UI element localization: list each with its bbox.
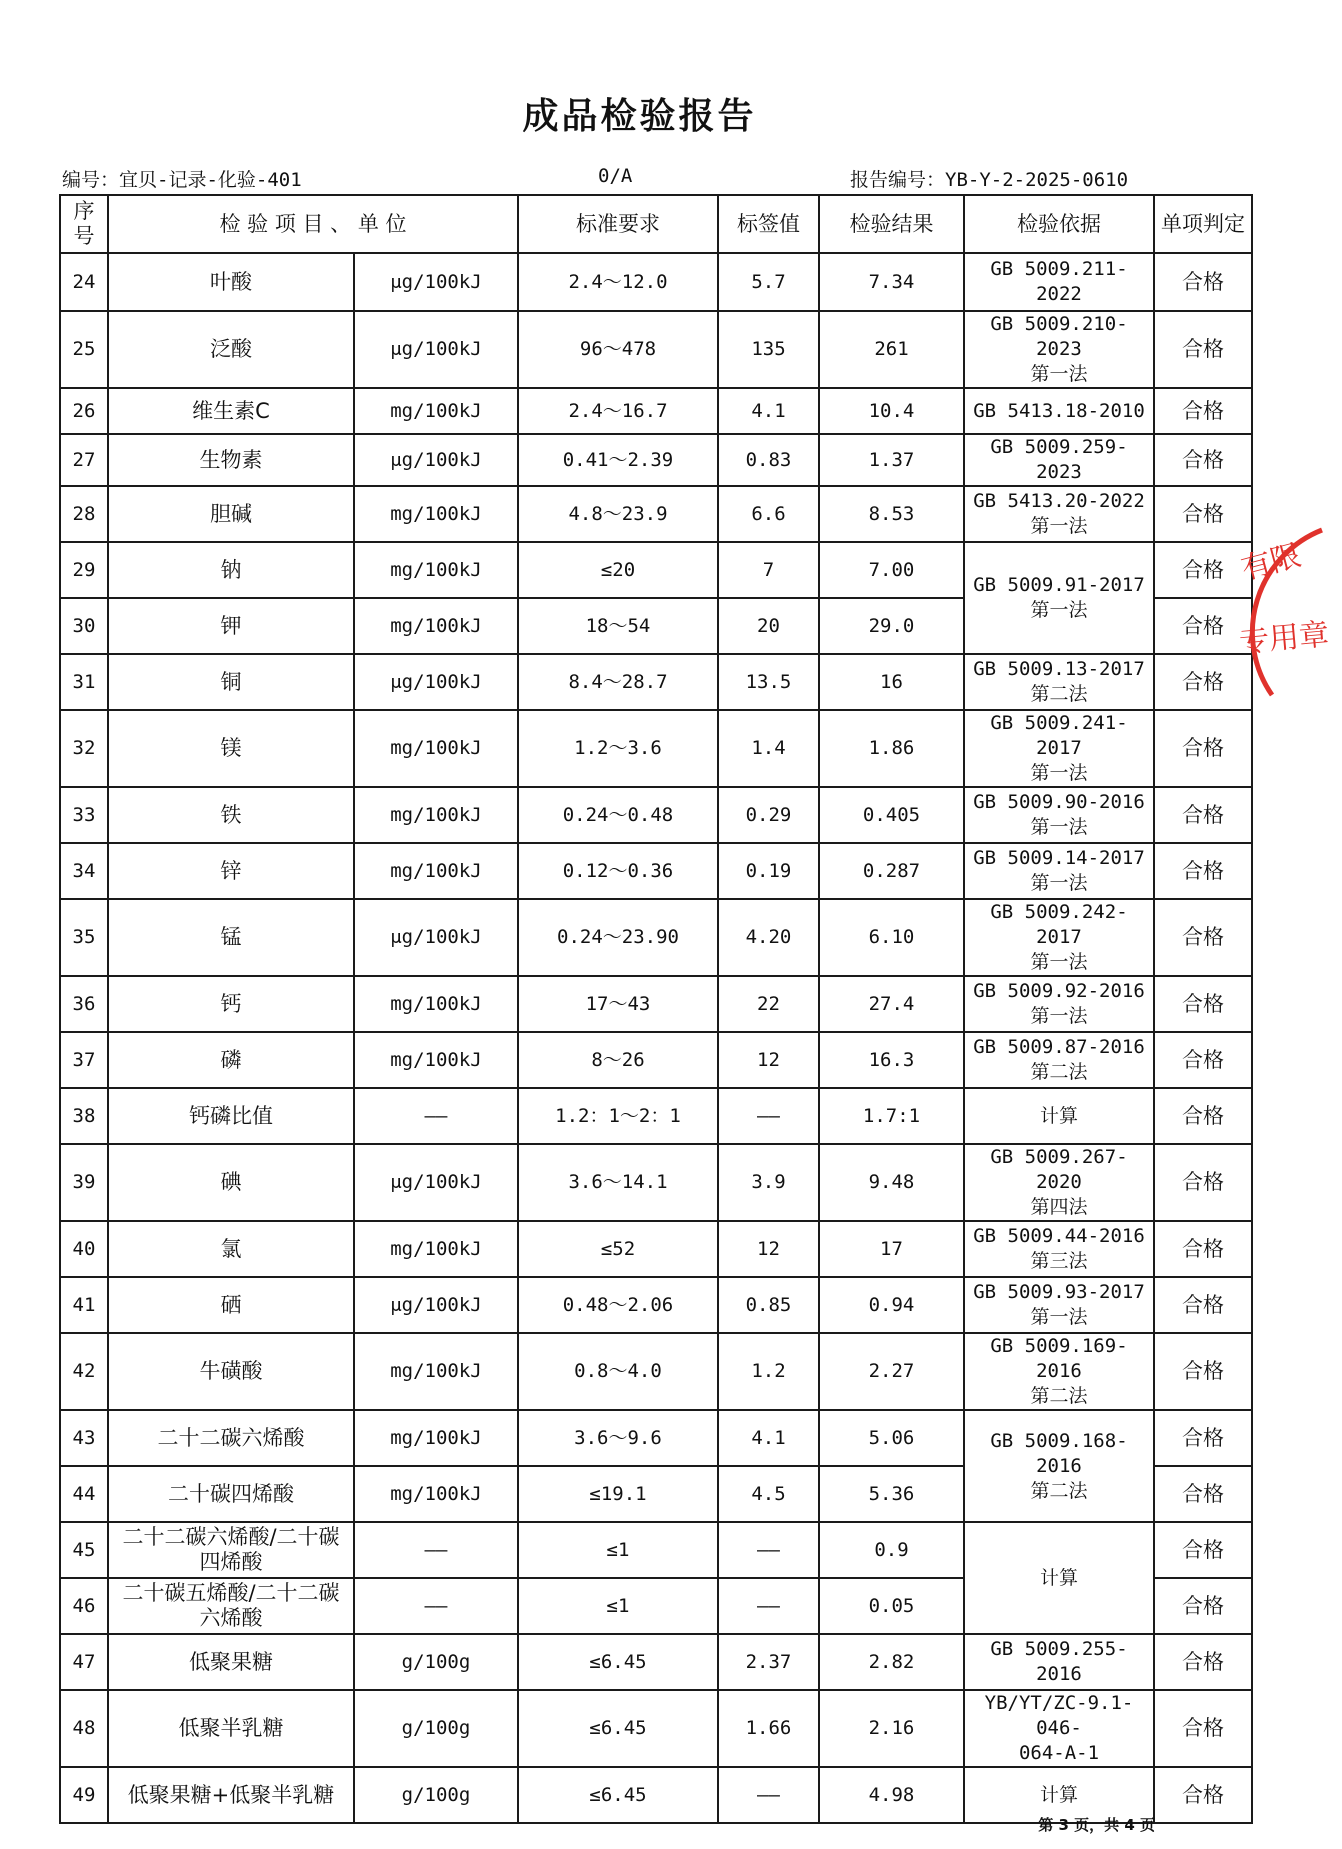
test-result: 2.82 xyxy=(819,1634,964,1690)
item-judgement: 合格 xyxy=(1154,976,1252,1032)
label-value: —— xyxy=(718,1522,819,1578)
basis-line: GB 5009.242-2017 xyxy=(990,901,1128,948)
standard-requirement: 1.2：1～2：1 xyxy=(518,1088,718,1144)
label-value: —— xyxy=(718,1578,819,1634)
basis-line: YB/YT/ZC-9.1-046- xyxy=(984,1692,1134,1739)
item-unit: g/100g xyxy=(354,1690,518,1767)
item-judgement: 合格 xyxy=(1154,654,1252,710)
item-judgement: 合格 xyxy=(1154,710,1252,787)
test-result: 4.98 xyxy=(819,1767,964,1823)
item-judgement: 合格 xyxy=(1154,843,1252,899)
item-unit: mg/100kJ xyxy=(354,787,518,843)
item-unit: μg/100kJ xyxy=(354,654,518,710)
table-header-row xyxy=(60,195,1252,253)
basis-line: GB 5009.211-2022 xyxy=(990,258,1128,305)
test-basis xyxy=(964,486,1154,542)
item-judgement: 合格 xyxy=(1154,1410,1252,1466)
standard-requirement: 0.48～2.06 xyxy=(518,1277,718,1333)
row-seq: 47 xyxy=(60,1634,108,1690)
report-number: 报告编号：YB-Y-2-2025-0610 xyxy=(850,169,1129,191)
label-value: 12 xyxy=(718,1032,819,1088)
item-unit: mg/100kJ xyxy=(354,486,518,542)
test-result: 8.53 xyxy=(819,486,964,542)
basis-line: GB 5009.241-2017 xyxy=(990,712,1128,759)
item-unit: mg/100kJ xyxy=(354,1466,518,1522)
row-seq: 34 xyxy=(60,843,108,899)
basis-line: 第三法 xyxy=(1030,1250,1088,1272)
label-value: —— xyxy=(718,1088,819,1144)
test-basis xyxy=(964,253,1154,311)
standard-requirement: ≤6.45 xyxy=(518,1690,718,1767)
item-unit: mg/100kJ xyxy=(354,1410,518,1466)
row-seq: 38 xyxy=(60,1088,108,1144)
test-basis xyxy=(964,976,1154,1032)
item-name: 铜 xyxy=(108,654,354,710)
standard-requirement: 0.24～23.90 xyxy=(518,899,718,976)
row-seq: 37 xyxy=(60,1032,108,1088)
item-judgement: 合格 xyxy=(1154,1522,1252,1578)
label-value: 1.4 xyxy=(718,710,819,787)
seal-text-top: 有限 xyxy=(1237,538,1305,588)
table-row xyxy=(60,1221,1252,1277)
basis-line: GB 5009.267-2020 xyxy=(990,1146,1128,1193)
table-row xyxy=(60,710,1252,787)
item-name: 铁 xyxy=(108,787,354,843)
table-row xyxy=(60,434,1252,486)
item-unit: —— xyxy=(354,1578,518,1634)
test-basis xyxy=(964,311,1154,388)
table-row xyxy=(60,1032,1252,1088)
test-basis xyxy=(964,1277,1154,1333)
standard-requirement: 96～478 xyxy=(518,311,718,388)
test-result: 0.287 xyxy=(819,843,964,899)
label-value: 4.1 xyxy=(718,1410,819,1466)
test-basis xyxy=(964,787,1154,843)
item-unit: μg/100kJ xyxy=(354,899,518,976)
label-value: 20 xyxy=(718,598,819,654)
test-result: 2.16 xyxy=(819,1690,964,1767)
basis-line: GB 5009.210-2023 xyxy=(990,313,1128,360)
test-basis xyxy=(964,1221,1154,1277)
row-seq: 29 xyxy=(60,542,108,598)
row-seq: 35 xyxy=(60,899,108,976)
label-value: 4.1 xyxy=(718,388,819,434)
item-unit: mg/100kJ xyxy=(354,1221,518,1277)
label-value: 7 xyxy=(718,542,819,598)
basis-line: 第一法 xyxy=(1030,515,1088,537)
test-basis xyxy=(964,654,1154,710)
table-row xyxy=(60,787,1252,843)
standard-requirement: 8～26 xyxy=(518,1032,718,1088)
row-seq: 40 xyxy=(60,1221,108,1277)
table-row xyxy=(60,1690,1252,1767)
label-value: 0.83 xyxy=(718,434,819,486)
item-unit: mg/100kJ xyxy=(354,843,518,899)
label-value: 0.19 xyxy=(718,843,819,899)
basis-line: 第一法 xyxy=(1030,363,1088,385)
test-result: 0.9 xyxy=(819,1522,964,1578)
row-seq: 31 xyxy=(60,654,108,710)
row-seq: 43 xyxy=(60,1410,108,1466)
item-name: 二十二碳六烯酸/二十碳四烯酸 xyxy=(108,1522,354,1578)
item-judgement: 合格 xyxy=(1154,787,1252,843)
item-judgement: 合格 xyxy=(1154,486,1252,542)
basis-line: 第一法 xyxy=(1030,1306,1088,1328)
test-result: 1.37 xyxy=(819,434,964,486)
item-unit: μg/100kJ xyxy=(354,1144,518,1221)
test-result: 6.10 xyxy=(819,899,964,976)
label-value: 1.66 xyxy=(718,1690,819,1767)
label-value: 12 xyxy=(718,1221,819,1277)
standard-requirement: 0.41～2.39 xyxy=(518,434,718,486)
row-seq: 30 xyxy=(60,598,108,654)
inspection-table xyxy=(59,194,1253,1824)
test-result: 7.34 xyxy=(819,253,964,311)
test-basis xyxy=(964,1410,1154,1522)
basis-line: 第二法 xyxy=(1030,683,1088,705)
report-title: 成品检验报告 xyxy=(522,96,757,137)
row-seq: 25 xyxy=(60,311,108,388)
basis-line: 计算 xyxy=(1039,1783,1078,1806)
row-seq: 41 xyxy=(60,1277,108,1333)
test-basis xyxy=(964,434,1154,486)
item-unit: g/100g xyxy=(354,1767,518,1823)
item-judgement: 合格 xyxy=(1154,434,1252,486)
basis-line: GB 5009.90-2016 xyxy=(973,791,1145,813)
item-judgement: 合格 xyxy=(1154,311,1252,388)
item-name: 维生素C xyxy=(108,388,354,434)
table-row xyxy=(60,1634,1252,1690)
basis-line: 计算 xyxy=(1039,1104,1078,1127)
header-item-unit: 检 验 项 目 、 单 位 xyxy=(108,195,518,253)
seal-text-bottom: 专用章 xyxy=(1237,617,1331,660)
test-result: 0.94 xyxy=(819,1277,964,1333)
table-row xyxy=(60,1144,1252,1221)
basis-line: GB 5009.259-2023 xyxy=(990,436,1128,483)
standard-requirement: 17～43 xyxy=(518,976,718,1032)
standard-requirement: ≤6.45 xyxy=(518,1634,718,1690)
row-seq: 44 xyxy=(60,1466,108,1522)
test-result: 5.36 xyxy=(819,1466,964,1522)
basis-line: GB 5009.168-2016 xyxy=(990,1429,1128,1477)
basis-line: 第二法 xyxy=(1030,1479,1088,1502)
basis-line: GB 5009.14-2017 xyxy=(973,847,1145,869)
row-seq: 45 xyxy=(60,1522,108,1578)
test-result: 16 xyxy=(819,654,964,710)
row-seq: 48 xyxy=(60,1690,108,1767)
test-result: 16.3 xyxy=(819,1032,964,1088)
test-basis xyxy=(964,1522,1154,1634)
table-row xyxy=(60,311,1252,388)
table-row xyxy=(60,542,1252,598)
row-seq: 28 xyxy=(60,486,108,542)
basis-line: 第一法 xyxy=(1030,1005,1088,1027)
item-name: 氯 xyxy=(108,1221,354,1277)
item-name: 磷 xyxy=(108,1032,354,1088)
basis-line: 第四法 xyxy=(1030,1196,1088,1218)
table-row xyxy=(60,1088,1252,1144)
item-unit: g/100g xyxy=(354,1634,518,1690)
test-result: 29.0 xyxy=(819,598,964,654)
standard-requirement: 1.2～3.6 xyxy=(518,710,718,787)
test-basis xyxy=(964,1634,1154,1690)
item-name: 生物素 xyxy=(108,434,354,486)
table-row xyxy=(60,654,1252,710)
test-result: 27.4 xyxy=(819,976,964,1032)
basis-line: GB 5009.13-2017 xyxy=(973,658,1145,680)
test-basis xyxy=(964,899,1154,976)
standard-requirement: ≤6.45 xyxy=(518,1767,718,1823)
label-value: 3.9 xyxy=(718,1144,819,1221)
header-basis: 检验依据 xyxy=(964,195,1154,253)
table-row xyxy=(60,899,1252,976)
item-unit: —— xyxy=(354,1522,518,1578)
test-basis xyxy=(964,1690,1154,1767)
standard-requirement: ≤20 xyxy=(518,542,718,598)
item-name: 胆碱 xyxy=(108,486,354,542)
item-unit: μg/100kJ xyxy=(354,253,518,311)
test-result: 0.405 xyxy=(819,787,964,843)
table-row xyxy=(60,1522,1252,1578)
item-judgement: 合格 xyxy=(1154,542,1252,598)
item-judgement: 合格 xyxy=(1154,1277,1252,1333)
standard-requirement: ≤52 xyxy=(518,1221,718,1277)
label-value: 13.5 xyxy=(718,654,819,710)
table-row xyxy=(60,1333,1252,1410)
test-basis xyxy=(964,1032,1154,1088)
row-seq: 27 xyxy=(60,434,108,486)
test-basis xyxy=(964,843,1154,899)
item-name: 锰 xyxy=(108,899,354,976)
item-name: 钾 xyxy=(108,598,354,654)
header-seq: 序号 xyxy=(60,195,108,253)
basis-line: GB 5009.255-2016 xyxy=(990,1638,1128,1685)
test-basis xyxy=(964,1088,1154,1144)
item-unit: —— xyxy=(354,1088,518,1144)
label-value: 135 xyxy=(718,311,819,388)
basis-line: 第一法 xyxy=(1030,599,1088,621)
table-row xyxy=(60,1277,1252,1333)
item-judgement: 合格 xyxy=(1154,899,1252,976)
item-name: 低聚半乳糖 xyxy=(108,1690,354,1767)
table-body xyxy=(60,253,1252,1823)
basis-line: GB 5009.93-2017 xyxy=(973,1281,1145,1303)
item-name: 钠 xyxy=(108,542,354,598)
label-value: 2.37 xyxy=(718,1634,819,1690)
test-result: 0.05 xyxy=(819,1578,964,1634)
test-result: 10.4 xyxy=(819,388,964,434)
basis-line: GB 5009.87-2016 xyxy=(973,1036,1145,1058)
item-name: 镁 xyxy=(108,710,354,787)
item-name: 二十碳五烯酸/二十二碳六烯酸 xyxy=(108,1578,354,1634)
red-seal-stamp xyxy=(1232,520,1342,720)
row-seq: 46 xyxy=(60,1578,108,1634)
basis-line: GB 5009.92-2016 xyxy=(973,980,1145,1002)
item-name: 泛酸 xyxy=(108,311,354,388)
page-indicator: 第 3 页，共 4 页 xyxy=(1038,1816,1155,1834)
basis-line: 第二法 xyxy=(1030,1385,1088,1407)
standard-requirement: 3.6～14.1 xyxy=(518,1144,718,1221)
standard-requirement: 2.4～12.0 xyxy=(518,253,718,311)
table-row xyxy=(60,486,1252,542)
standard-requirement: 3.6～9.6 xyxy=(518,1410,718,1466)
standard-requirement: ≤1 xyxy=(518,1522,718,1578)
standard-requirement: 0.24～0.48 xyxy=(518,787,718,843)
item-name: 钙磷比值 xyxy=(108,1088,354,1144)
item-judgement: 合格 xyxy=(1154,598,1252,654)
row-seq: 24 xyxy=(60,253,108,311)
item-name: 碘 xyxy=(108,1144,354,1221)
basis-line: 计算 xyxy=(1039,1566,1078,1589)
standard-requirement: ≤1 xyxy=(518,1578,718,1634)
test-result: 9.48 xyxy=(819,1144,964,1221)
header-standard: 标准要求 xyxy=(518,195,718,253)
test-basis xyxy=(964,388,1154,434)
label-value: 4.5 xyxy=(718,1466,819,1522)
table-row xyxy=(60,1410,1252,1466)
label-value: 0.85 xyxy=(718,1277,819,1333)
item-judgement: 合格 xyxy=(1154,1466,1252,1522)
basis-line: 第一法 xyxy=(1030,951,1088,973)
test-result: 261 xyxy=(819,311,964,388)
basis-line: 第一法 xyxy=(1030,872,1088,894)
label-value: 6.6 xyxy=(718,486,819,542)
standard-requirement: ≤19.1 xyxy=(518,1466,718,1522)
standard-requirement: 4.8～23.9 xyxy=(518,486,718,542)
row-seq: 39 xyxy=(60,1144,108,1221)
label-value: 0.29 xyxy=(718,787,819,843)
item-unit: mg/100kJ xyxy=(354,388,518,434)
item-unit: mg/100kJ xyxy=(354,542,518,598)
standard-requirement: 2.4～16.7 xyxy=(518,388,718,434)
item-judgement: 合格 xyxy=(1154,1578,1252,1634)
item-unit: μg/100kJ xyxy=(354,1277,518,1333)
record-number: 编号：宜贝-记录-化验-401 xyxy=(62,169,302,191)
label-value: 1.2 xyxy=(718,1333,819,1410)
item-judgement: 合格 xyxy=(1154,388,1252,434)
item-judgement: 合格 xyxy=(1154,1144,1252,1221)
item-judgement: 合格 xyxy=(1154,1088,1252,1144)
standard-requirement: 18～54 xyxy=(518,598,718,654)
test-result: 17 xyxy=(819,1221,964,1277)
test-result: 5.06 xyxy=(819,1410,964,1466)
item-judgement: 合格 xyxy=(1154,1333,1252,1410)
standard-requirement: 0.8～4.0 xyxy=(518,1333,718,1410)
item-name: 叶酸 xyxy=(108,253,354,311)
label-value: 4.20 xyxy=(718,899,819,976)
test-basis xyxy=(964,1333,1154,1410)
basis-line: 第一法 xyxy=(1030,816,1088,838)
item-unit: mg/100kJ xyxy=(354,976,518,1032)
basis-line: GB 5413.18-2010 xyxy=(973,399,1145,422)
header-judgement: 单项判定 xyxy=(1154,195,1252,253)
item-name: 二十二碳六烯酸 xyxy=(108,1410,354,1466)
row-seq: 32 xyxy=(60,710,108,787)
test-result: 1.7:1 xyxy=(819,1088,964,1144)
test-basis xyxy=(964,1144,1154,1221)
header-result: 检验结果 xyxy=(819,195,964,253)
header-label-value: 标签值 xyxy=(718,195,819,253)
item-judgement: 合格 xyxy=(1154,1032,1252,1088)
row-seq: 33 xyxy=(60,787,108,843)
table-row xyxy=(60,253,1252,311)
item-name: 低聚果糖+低聚半乳糖 xyxy=(108,1767,354,1823)
item-name: 牛磺酸 xyxy=(108,1333,354,1410)
basis-line: GB 5413.20-2022 xyxy=(973,490,1145,512)
item-judgement: 合格 xyxy=(1154,1767,1252,1823)
row-seq: 36 xyxy=(60,976,108,1032)
standard-requirement: 8.4～28.7 xyxy=(518,654,718,710)
basis-line: 064-A-1 xyxy=(1018,1742,1100,1764)
test-basis xyxy=(964,710,1154,787)
item-unit: mg/100kJ xyxy=(354,598,518,654)
label-value: 22 xyxy=(718,976,819,1032)
basis-line: GB 5009.169-2016 xyxy=(990,1335,1128,1382)
item-name: 钙 xyxy=(108,976,354,1032)
item-unit: mg/100kJ xyxy=(354,1032,518,1088)
table-row xyxy=(60,976,1252,1032)
test-basis xyxy=(964,542,1154,654)
item-judgement: 合格 xyxy=(1154,1634,1252,1690)
item-unit: mg/100kJ xyxy=(354,710,518,787)
item-unit: mg/100kJ xyxy=(354,1333,518,1410)
item-name: 硒 xyxy=(108,1277,354,1333)
basis-line: 第一法 xyxy=(1030,762,1088,784)
test-result: 2.27 xyxy=(819,1333,964,1410)
item-judgement: 合格 xyxy=(1154,1690,1252,1767)
basis-line: 第二法 xyxy=(1030,1061,1088,1083)
item-unit: μg/100kJ xyxy=(354,434,518,486)
basis-line: GB 5009.91-2017 xyxy=(973,574,1145,596)
item-name: 低聚果糖 xyxy=(108,1634,354,1690)
row-seq: 42 xyxy=(60,1333,108,1410)
basis-line: GB 5009.44-2016 xyxy=(973,1225,1145,1247)
label-value: —— xyxy=(718,1767,819,1823)
row-seq: 26 xyxy=(60,388,108,434)
item-judgement: 合格 xyxy=(1154,1221,1252,1277)
row-seq: 49 xyxy=(60,1767,108,1823)
test-result: 1.86 xyxy=(819,710,964,787)
item-unit: μg/100kJ xyxy=(354,311,518,388)
table-row xyxy=(60,388,1252,434)
item-judgement: 合格 xyxy=(1154,253,1252,311)
item-name: 锌 xyxy=(108,843,354,899)
label-value: 5.7 xyxy=(718,253,819,311)
test-result: 7.00 xyxy=(819,542,964,598)
item-name: 二十碳四烯酸 xyxy=(108,1466,354,1522)
table-row xyxy=(60,843,1252,899)
version-number: 0/A xyxy=(598,165,633,187)
standard-requirement: 0.12～0.36 xyxy=(518,843,718,899)
